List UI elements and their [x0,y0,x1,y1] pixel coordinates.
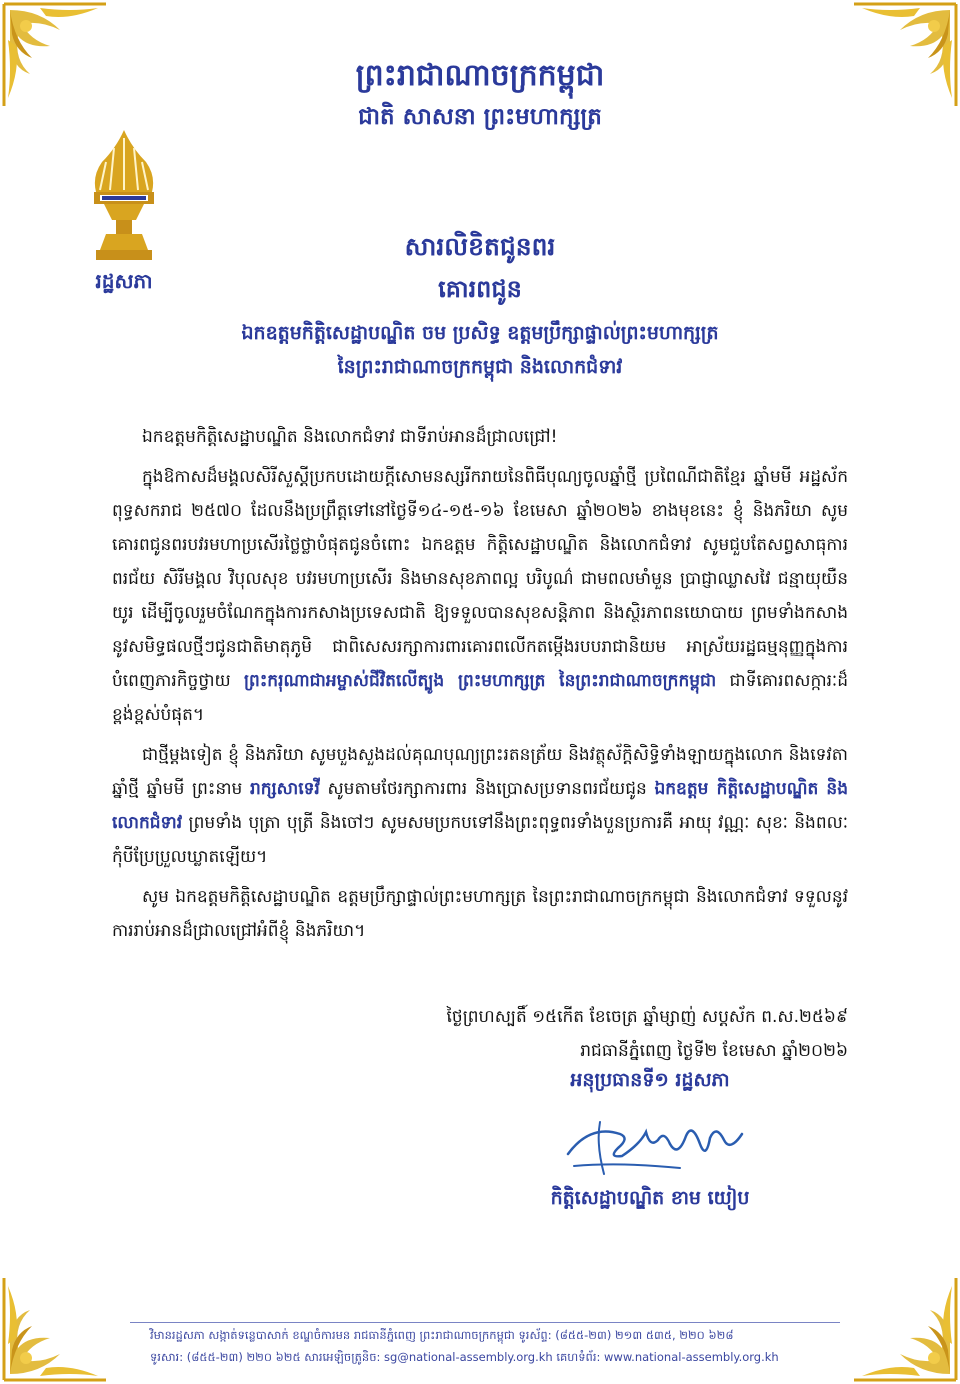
paragraph-2 [112,738,848,874]
corner-ornament-bottom-left [0,1274,110,1384]
paragraph-1-text: ក្នុងឱកាសដ៏មង្គលសិរីសួស្តីប្រកបដោយក្តីសោមនស្សរីករាយនៃពិធីបុណ្យចូលឆ្នាំថ្មី ប្រពៃណីជាតិខ្មែរ ឆ្នាំមមី អដ្ឋស័ក ពុទ្ធសករាជ ២៥៧០ ដែលនឹងប្រព្រឹត្តទៅនៅថ្ងៃទី១៤-១៥-១៦ ខែមេសា ឆ្នាំ២០២៦ ខាងមុខនេះ ខ្ញុំ និងភរិយា សូមគោរពជូនពរបវរមហាប្រសើរថ្លៃថ្លាបំផុតជូនចំពោះ ឯកឧត្តម កិត្តិសេដ្ឋាបណ្ឌិត និងលោកជំទាវ សូមជួបតែសព្វសាធុការពរជ័យ សិរីមង្គល វិបុលសុខ បវរមហាប្រសើរ និងមានសុខភាពល្អ បរិបូណ៌ ជាមពលមាំមួន ប្រាជ្ញាឈ្លាសវៃ ជន្មាយុយឺនយូរ ដើម្បីចូលរួមចំណែកក្នុងការកសាងប្រទេសជាតិ ឱ្យទទួលបានសុខសន្តិភាព និងស្ថិរភាពនយោបាយ ព្រមទាំងកសាងនូវសមិទ្ធផលថ្មីៗជូនជាតិមាតុភូមិ ជាពិសេសរក្សាការពារគោរពលើកតម្កើងរបបរាជានិយម អាស្រ័យរដ្ឋធម្មនុញ្ញក្នុងការបំពេញភារកិច្ចថ្វាយ [112,467,848,691]
salutation: ឯកឧត្តមកិត្តិសេដ្ឋាបណ្ឌិត និងលោកជំទាវ ជាទីរាប់អានដ៏ជ្រាលជ្រៅ! [142,427,558,447]
kingdom-heading: ព្រះរាជាណាចក្រកម្ពុជា [355,58,605,93]
signatory-name: កិត្តិសេដ្ឋាបណ្ឌិត ខាម យៀប [550,1187,750,1209]
paragraph-2-text-c: ព្រមទាំង បុត្រា បុត្រី និងចៅៗ សូមសមប្រកបទៅនឹងព្រះពុទ្ធពរទាំងបួនប្រការគឺ អាយុ វណ្ណៈ សុខៈ និងពលៈ កុំបីប្រែប្រួលឃ្លាតឡើយ។ [112,813,849,867]
date-block [388,1000,848,1068]
handwritten-signature [560,1104,750,1184]
paragraph-1-king-title: ព្រះករុណាជាអម្ចាស់ជីវិតលើត្បូង ព្រះមហាក្សត្រ នៃព្រះរាជាណាចក្រកម្ពុជា [243,671,717,691]
letter-body [112,420,848,954]
recipient-line-1: ឯកឧត្តមកិត្តិសេដ្ឋាបណ្ឌិត ចម ប្រសិទ្ធ ឧត្តមប្រឹក្សាផ្ទាល់ព្រះមហាក្សត្រ [241,322,719,344]
paragraph-1 [112,460,848,732]
signatory-title: អនុប្រធានទី១ រដ្ឋសភា [570,1069,730,1091]
paragraph-1-end: ជាទីគោរពសក្ការៈដ៏ខ្ពង់ខ្ពស់បំផុត។ [112,671,849,725]
respectfully-to: គោរពជូន [438,275,522,303]
recipient-line-2: នៃព្រះរាជាណាចក្រកម្ពុជា និងលោកជំទាវ [337,356,623,378]
recipient-block [40,316,920,384]
footer-address: វិមានរដ្ឋសភា សង្កាត់ទន្លេបាសាក់ ខណ្ឌចំការមន រាជធានីភ្នំពេញ ព្រះរាជាណាចក្រកម្ពុជា ទូរស័ព្ទ: (៨៥៥-២៣) ២១៣ ៥៣៥, ២២០ ៦២៨ [150,1328,734,1342]
footer-contact: ទូរសារ: (៨៥៥-២៣) ២២០ ៦២៥ សារអេឡិចត្រូនិច: sg@national-assembly.org.kh គេហទំព័រ: www.national-assembly.org.kh [150,1350,779,1364]
footer-divider [130,1322,840,1323]
paragraph-2-deity-name: រាក្សសាទេវី [250,779,320,799]
paragraph-2-text-a: ជាថ្មីម្តងទៀត ខ្ញុំ និងភរិយា សូមបួងសួងដល់គុណបុណ្យព្រះរតនត្រ័យ និងវត្ថុស័ក្តិសិទ្ធិទាំងឡាយក្នុងលោក និងទេវតាឆ្នាំថ្មី ឆ្នាំមមី ព្រះនាម [112,745,848,799]
paragraph-2-recipient: ឯកឧត្តម កិត្តិសេដ្ឋាបណ្ឌិត និងលោកជំទាវ [112,779,849,833]
lunar-date: ថ្ងៃព្រហស្បតិ៍ ១៥កើត ខែចេត្រ ឆ្នាំម្សាញ់ សប្តស័ក ព.ស.២៥៦៩ [446,1007,848,1027]
institution-label: រដ្ឋសភា [95,269,153,293]
national-motto: ជាតិ សាសនា ព្រះមហាក្សត្រ [358,104,602,130]
paragraph-2-text-b: សូមតាមថែរក្សាការពារ និងប្រោសប្រទានពរជ័យជូន [327,779,647,799]
paragraph-3: សូម ឯកឧត្តមកិត្តិសេដ្ឋាបណ្ឌិត ឧត្តមប្រឹក្សាផ្ទាល់ព្រះមហាក្សត្រ នៃព្រះរាជាណាចក្រកម្ពុជា និងលោកជំទាវ ទទួលនូវការរាប់អានដ៏ជ្រាលជ្រៅអំពីខ្ញុំ និងភរិយា។ [112,887,848,941]
solar-date: រាជធានីភ្នំពេញ ថ្ងៃទី២ ខែមេសា ឆ្នាំ២០២៦ [580,1041,848,1061]
document-title: សារលិខិតជូនពរ [404,232,556,261]
